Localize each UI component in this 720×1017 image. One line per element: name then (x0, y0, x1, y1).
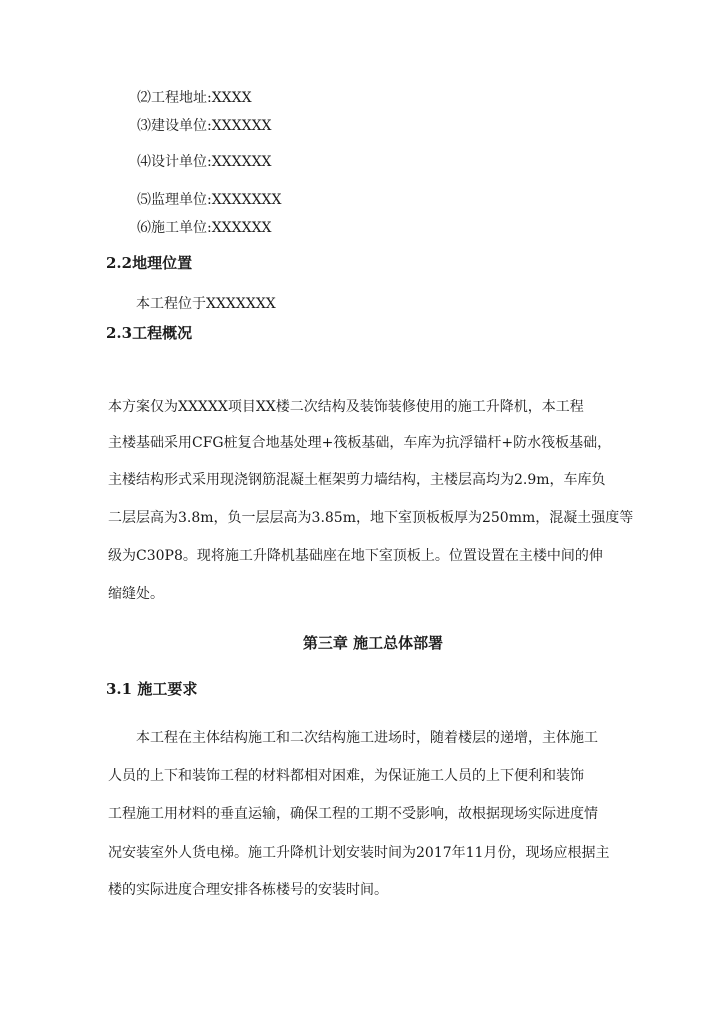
section-3-1-line: 况安装室外人货电梯。施工升降机计划安装时间为2017年11月份，现场应根据主 (108, 845, 610, 861)
section-2-3-line: 级为C30P8。现将施工升降机基础座在地下室顶板上。位置设置在主楼中间的伸 (108, 548, 603, 564)
section-2-3-heading: 2.3工程概况 (106, 324, 193, 342)
section-3-1-line: 本工程在主体结构施工和二次结构施工进场时，随着楼层的递增，主体施工 (136, 730, 598, 746)
supervision-unit: ⑸监理单位:XXXXXXX (137, 192, 282, 208)
section-2-3-line: 二层层高为3.8m，负一层层高为3.85m，地下室顶板板厚为250mm，混凝土强度等 (108, 510, 634, 526)
section-3-1-line: 楼的实际进度合理安排各栋楼号的安装时间。 (108, 882, 388, 898)
section-2-3-line: 主楼结构形式采用现浇钢筋混凝土框架剪力墙结构，主楼层高均为2.9m，车库负 (108, 472, 606, 488)
section-3-1-line: 人员的上下和装饰工程的材料都相对困难，为保证施工人员的上下便利和装饰 (108, 768, 584, 784)
section-2-2-heading: 2.2地理位置 (106, 254, 193, 272)
section-2-2-text: 本工程位于XXXXXXX (136, 296, 276, 312)
section-2-3-line: 缩缝处。 (108, 586, 164, 602)
contractor-unit: ⑹施工单位:XXXXXX (137, 220, 272, 236)
design-unit: ⑷设计单位:XXXXXX (137, 154, 272, 170)
section-2-3-line: 主楼基础采用CFG桩复合地基处理+筏板基础，车库为抗浮锚杆+防水筏板基础， (108, 435, 612, 451)
project-address: ⑵工程地址:XXXX (137, 90, 252, 106)
chapter-3-title: 第三章 施工总体部署 (302, 634, 444, 652)
section-3-1-heading: 3.1 施工要求 (106, 680, 198, 698)
section-3-1-line: 工程施工用材料的垂直运输，确保工程的工期不受影响，故根据现场实际进度情 (108, 806, 598, 822)
section-2-3-line: 本方案仅为XXXXX项目XX楼二次结构及装饰装修使用的施工升降机，本工程 (108, 399, 584, 415)
construction-unit: ⑶建设单位:XXXXXX (137, 118, 272, 134)
